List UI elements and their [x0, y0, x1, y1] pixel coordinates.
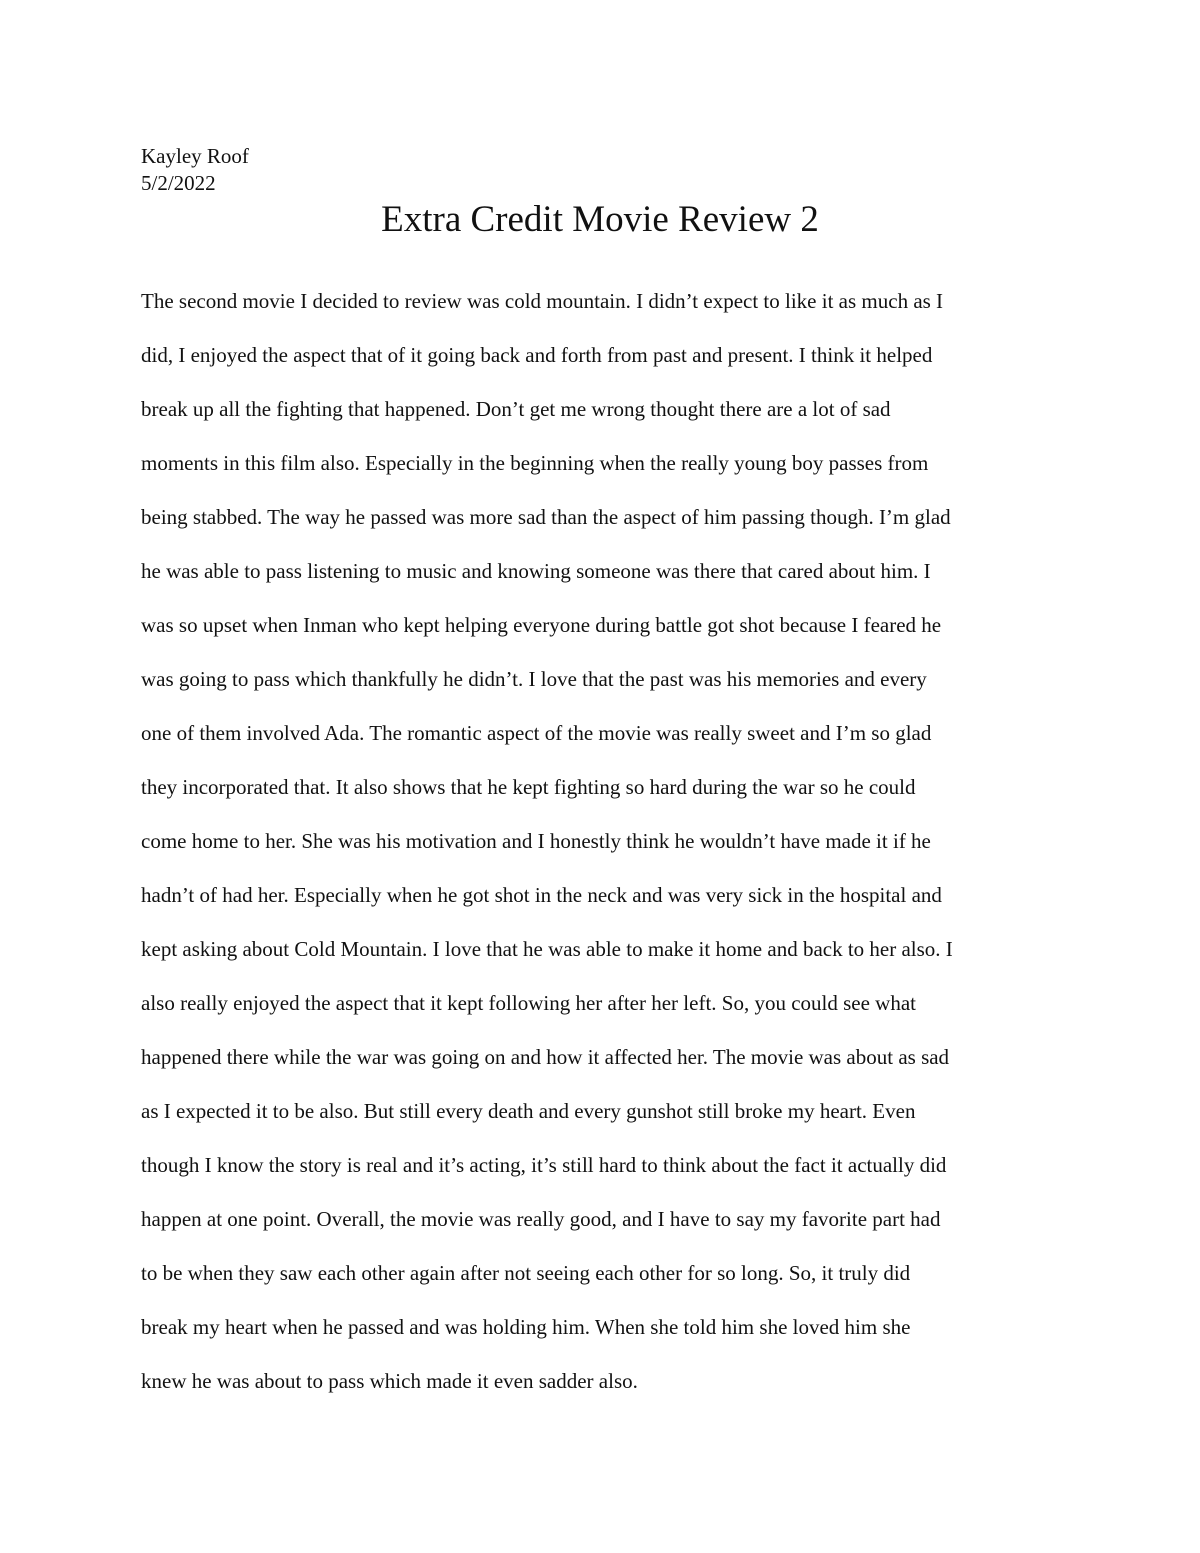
paragraph-line: to be when they saw each other again after not seeing each other for so long. So, it truly did [141, 1261, 911, 1285]
paragraph-line: happen at one point. Overall, the movie was really good, and I have to say my favorite part had [141, 1207, 941, 1231]
document-title: Extra Credit Movie Review 2 [381, 199, 819, 240]
author-name: Kayley Roof [141, 144, 249, 168]
paragraph-line: though I know the story is real and it’s acting, it’s still hard to think about the fact it actually did [141, 1153, 947, 1177]
paragraph-line: one of them involved Ada. The romantic aspect of the movie was really sweet and I’m so glad [141, 721, 932, 745]
paragraph-line: he was able to pass listening to music and knowing someone was there that cared about him. I [141, 559, 931, 583]
document-header [141, 143, 249, 197]
paragraph-line: was going to pass which thankfully he didn’t. I love that the past was his memories and every [141, 667, 927, 691]
document-date: 5/2/2022 [141, 171, 216, 195]
paragraph-line: was so upset when Inman who kept helping everyone during battle got shot because I feared he [141, 613, 942, 637]
paragraph-line: also really enjoyed the aspect that it kept following her after her left. So, you could see what [141, 991, 917, 1015]
paragraph-line: happened there while the war was going on and how it affected her. The movie was about as sad [141, 1045, 950, 1069]
paragraph-line: did, I enjoyed the aspect that of it going back and forth from past and present. I think it helped [141, 343, 933, 367]
paragraph-line: come home to her. She was his motivation and I honestly think he wouldn’t have made it if he [141, 829, 931, 853]
review-paragraph [141, 285, 1101, 1419]
paragraph-line: they incorporated that. It also shows that he kept fighting so hard during the war so he could [141, 775, 916, 799]
paragraph-line: being stabbed. The way he passed was more sad than the aspect of him passing though. I’m glad [141, 505, 951, 529]
paragraph-line: knew he was about to pass which made it even sadder also. [141, 1369, 638, 1393]
paragraph-line: kept asking about Cold Mountain. I love that he was able to make it home and back to her also. I [141, 937, 953, 961]
paragraph-line: break my heart when he passed and was holding him. When she told him she loved him she [141, 1315, 911, 1339]
paragraph-line: The second movie I decided to review was cold mountain. I didn’t expect to like it as much as I [141, 289, 944, 313]
paragraph-line: as I expected it to be also. But still every death and every gunshot still broke my heart. Even [141, 1099, 916, 1123]
paragraph-line: hadn’t of had her. Especially when he got shot in the neck and was very sick in the hospital and [141, 883, 942, 907]
paragraph-line: break up all the fighting that happened. Don’t get me wrong thought there are a lot of sad [141, 397, 891, 421]
paragraph-line: moments in this film also. Especially in the beginning when the really young boy passes from [141, 451, 929, 475]
